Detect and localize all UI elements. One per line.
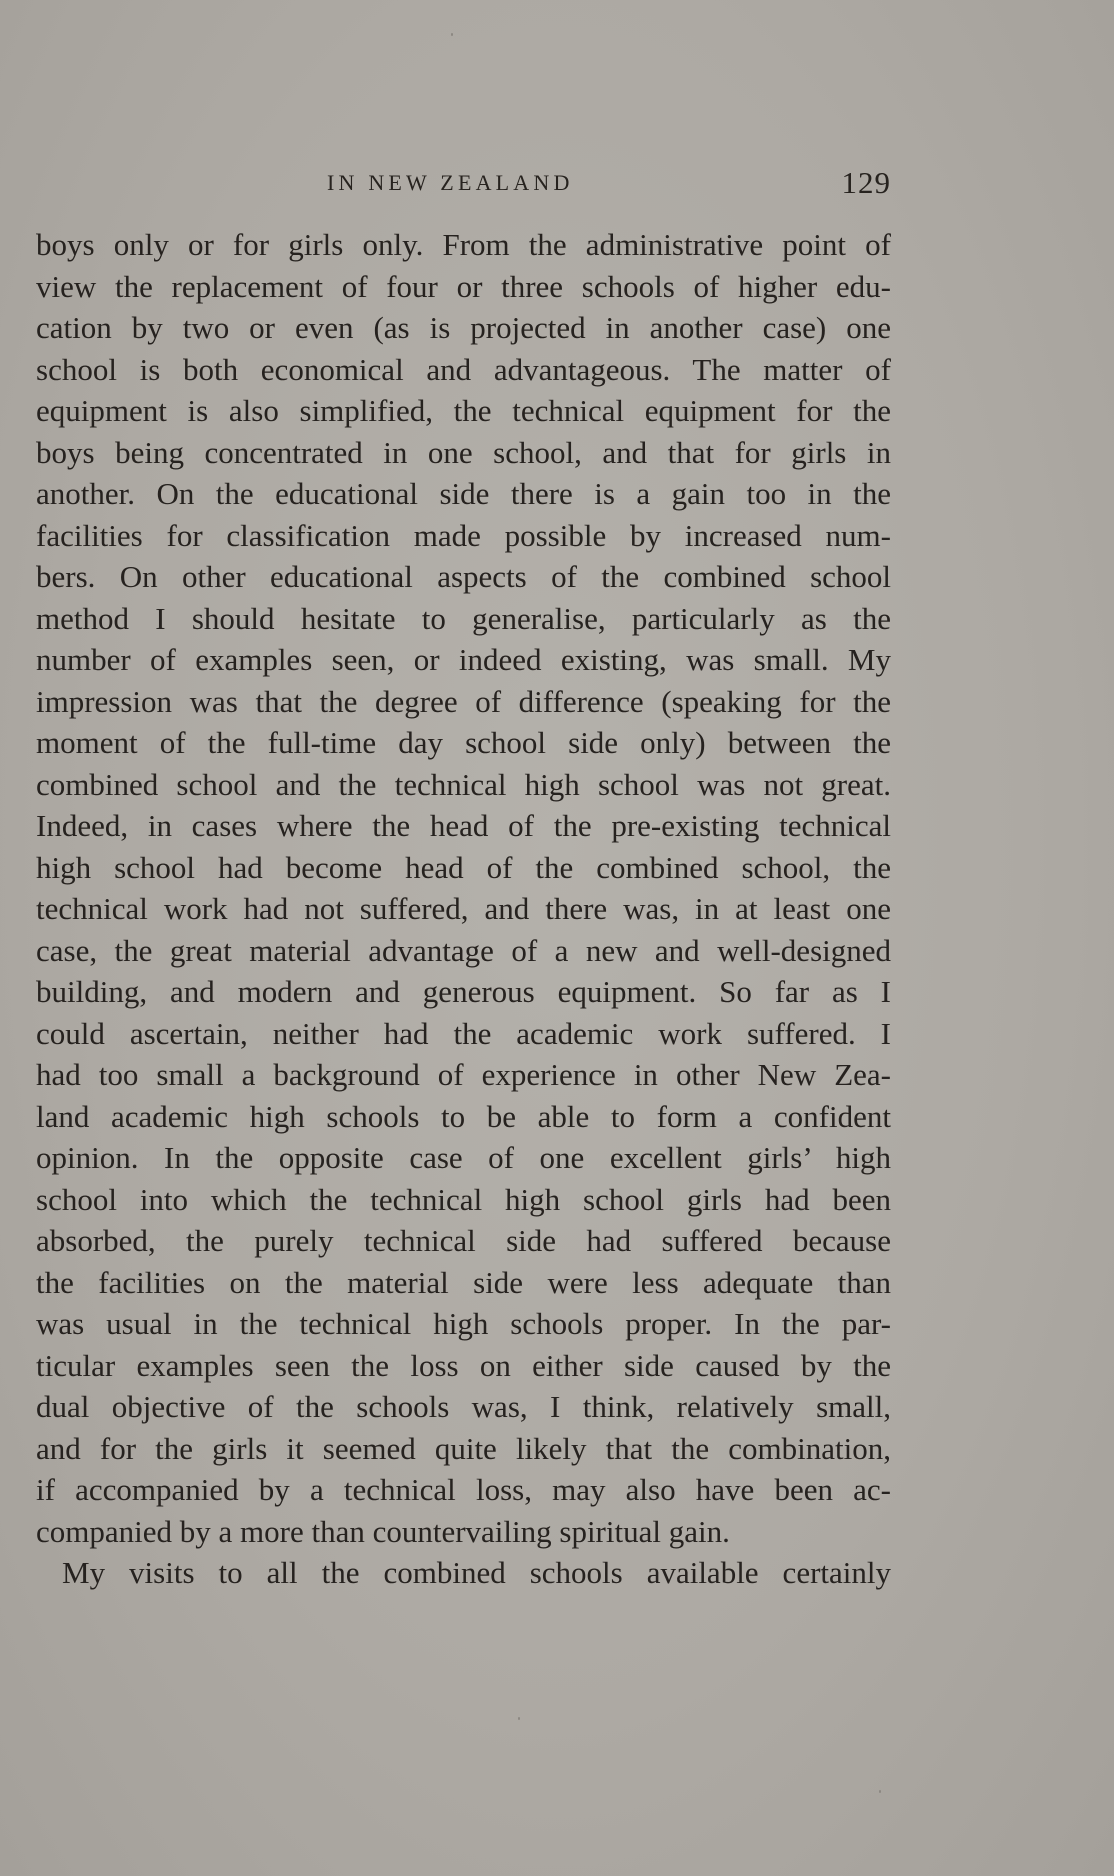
text-line: cation by two or even (as is projected in another case) one xyxy=(36,310,891,345)
paper-speck xyxy=(451,33,453,36)
text-line: companied by a more than countervailing spiritual gain. xyxy=(36,1513,730,1549)
paragraph xyxy=(36,224,891,1552)
text-line: moment of the full-time day school side only) between the xyxy=(36,725,891,760)
text-line: if accompanied by a technical loss, may also have been ac- xyxy=(36,1472,891,1507)
text-line: equipment is also simplified, the technical equipment for the xyxy=(36,393,891,428)
text-line: combined school and the technical high school was not great. xyxy=(36,766,891,802)
text-line: bers. On other educational aspects of the combined school xyxy=(36,559,891,594)
text-line: the facilities on the material side were less adequate than xyxy=(36,1264,891,1300)
text-line: view the replacement of four or three schools of higher edu- xyxy=(36,268,891,304)
running-head xyxy=(36,166,891,202)
text-line: case, the great material advantage of a new and well-designed xyxy=(36,932,891,968)
text-line: technical work had not suffered, and there was, in at least one xyxy=(36,891,891,926)
paper-speck xyxy=(879,1790,881,1793)
text-line: and for the girls it seemed quite likely that the combination, xyxy=(36,1430,891,1466)
text-line: was usual in the technical high schools proper. In the par- xyxy=(36,1306,891,1341)
paper-speck xyxy=(518,1717,520,1720)
page-number: 129 xyxy=(841,165,891,200)
text-line: number of examples seen, or indeed existing, was small. My xyxy=(36,642,891,677)
text-line: facilities for classification made possible by increased num- xyxy=(36,517,891,553)
body-text xyxy=(36,224,891,1594)
text-line: land academic high schools to be able to form a confident xyxy=(36,1098,891,1134)
text-line: high school had become head of the combined school, the xyxy=(36,849,891,885)
text-line: Indeed, in cases where the head of the pre-existing technical xyxy=(36,808,891,843)
text-line: My visits to all the combined schools available certainly xyxy=(62,1555,891,1590)
text-line: absorbed, the purely technical side had suffered because xyxy=(36,1223,891,1258)
running-title: IN NEW ZEALAND xyxy=(327,170,574,195)
text-line: boys being concentrated in one school, and that for girls in xyxy=(36,434,891,470)
text-line: could ascertain, neither had the academic work suffered. I xyxy=(36,1015,891,1051)
text-line: boys only or for girls only. From the administrative point of xyxy=(36,227,891,262)
text-line: school is both economical and advantageous. The matter of xyxy=(36,351,891,387)
paragraph xyxy=(36,1552,891,1594)
text-line: building, and modern and generous equipment. So far as I xyxy=(36,974,891,1009)
text-line: school into which the technical high school girls had been xyxy=(36,1181,891,1217)
text-line: method I should hesitate to generalise, particularly as the xyxy=(36,600,891,636)
text-line: impression was that the degree of difference (speaking for the xyxy=(36,683,891,719)
text-line: had too small a background of experience in other New Zea- xyxy=(36,1057,891,1092)
text-line: opinion. In the opposite case of one excellent girls’ high xyxy=(36,1140,891,1175)
text-line: dual objective of the schools was, I think, relatively small, xyxy=(36,1389,891,1424)
text-line: ticular examples seen the loss on either side caused by the xyxy=(36,1347,891,1383)
text-line: another. On the educational side there is a gain too in the xyxy=(36,476,891,511)
